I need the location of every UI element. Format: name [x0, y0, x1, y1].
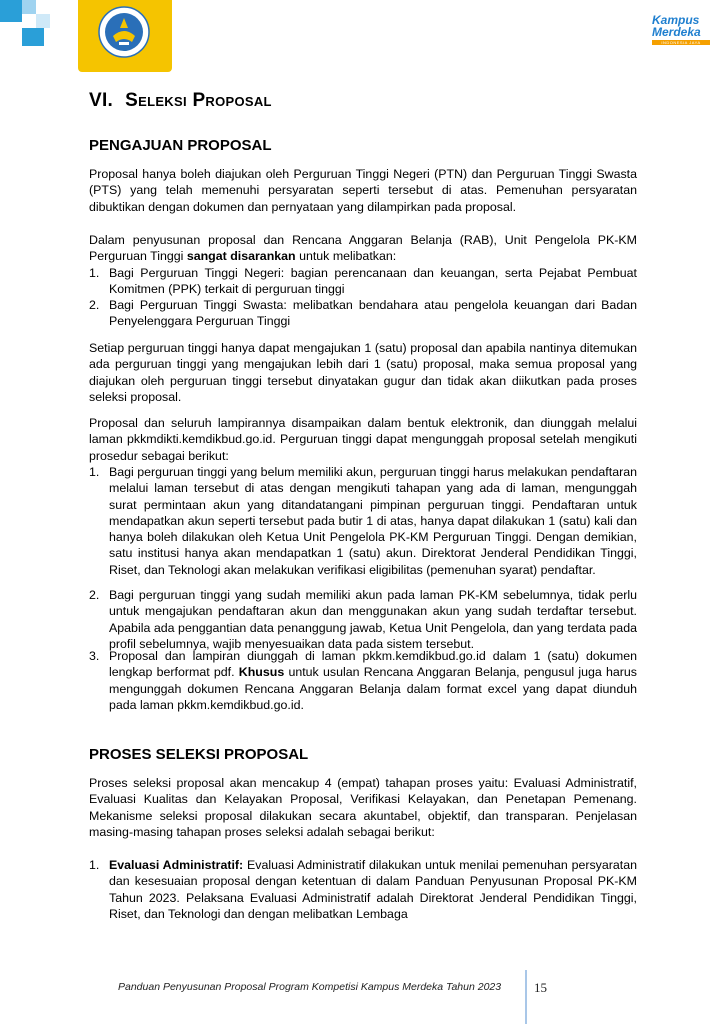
section-title-text: Seleksi Proposal [125, 90, 272, 111]
section-number: VI. [89, 90, 114, 111]
list-number: 3. [89, 649, 100, 663]
list-text: Bagi Perguruan Tinggi Negeri: bagian perencanaan dan keuangan, serta Pejabat Pembuat Komitmen (PPK) terkait di perguruan tinggi [109, 266, 637, 297]
paragraph-proses-1: Proses seleksi proposal akan mencakup 4 (empat) tahapan proses yaitu: Evaluasi Administratif, Evaluasi Kualitas dan Kelayakan Proposal, Verifikasi Kelayakan, dan Penetapan Pemenang. Mekanisme seleksi proposal dilakukan secara akuntabel, objektif, dan transparan. Penjelasan masing-masing tahapan proses seleksi adalah sebagai berikut: [89, 776, 637, 839]
p2-bold: sangat disarankan [186, 249, 296, 264]
list-number: 1. [89, 266, 100, 280]
list-number: 2. [89, 298, 100, 312]
list-text [109, 648, 637, 713]
heading-proses: PROSES SELEKSI PROPOSAL [89, 746, 309, 763]
brand-line2: Merdeka [652, 25, 701, 39]
list-item [89, 297, 637, 330]
list-text: Bagi Perguruan Tinggi Swasta: melibatkan bendahara atau pengelola keuangan dari Badan Penyelenggara Perguruan Tinggi [109, 298, 637, 329]
brand-tagline: INDONESIA JAYA [652, 40, 710, 45]
paragraph-pengajuan-1: Proposal hanya boleh diajukan oleh Perguruan Tinggi Negeri (PTN) dan Perguruan Tinggi Swasta (PTS) yang telah memenuhi persyaratan seperti tersebut di atas. Pemenuhan persyaratan dibuktikan dengan dokumen dan pernyataan yang dilampirkan pada proposal. [89, 167, 637, 214]
list-number: 2. [89, 588, 100, 602]
brand-line1: Kampus [652, 13, 700, 27]
list-text-pre: Proposal dan lampiran diunggah di laman pkkm.kemdikbud.go.id dalam 1 (satu) dokumen lengkap berformat pdf. [109, 649, 637, 680]
heading-pengajuan: PENGAJUAN PROPOSAL [89, 137, 272, 154]
list-text: Bagi perguruan tinggi yang sudah memiliki akun pada laman PK-KM sebelumnya, tidak perlu untuk mengajukan pendaftaran akun dan menggunakan akun yang sudah terdaftar tersebut. Apabila ada penggantian data penanggung jawab, Ketua Unit Pengelola, dan yang terdata pada profil sebelumnya, wajib menyesuaikan data pada sistem tersebut. [109, 588, 637, 651]
list-item [89, 464, 637, 578]
list-item [89, 857, 637, 922]
footer-divider [525, 970, 527, 1024]
decor-square-blue [0, 0, 22, 22]
paragraph-pengajuan-3: Setiap perguruan tinggi hanya dapat mengajukan 1 (satu) proposal dan apabila nantinya ditemukan ada perguruan tinggi yang mengajukan lebih dari 1 (satu) proposal, maka semua proposal yang diajukan oleh perguruan tinggi tersebut dinyatakan gugur dan tidak akan diikutkan pada proses seleksi proposal. [89, 341, 637, 404]
footer-title: Panduan Penyusunan Proposal Program Kompetisi Kampus Merdeka Tahun 2023 [118, 981, 502, 993]
list-item [89, 648, 637, 713]
list-number: 1. [89, 858, 100, 872]
decor-square-lightblue [22, 0, 36, 14]
list-number: 1. [89, 465, 100, 479]
list-text [109, 857, 637, 922]
decor-square-paleblue [36, 14, 50, 28]
page-number: 15 [534, 980, 547, 995]
decor-square-blue-2 [22, 28, 44, 46]
section-title [89, 90, 272, 112]
tut-wuri-handayani-emblem-icon [98, 6, 150, 58]
p2-post: untuk melibatkan: [295, 249, 397, 264]
list-text: Bagi perguruan tinggi yang belum memiliki akun, perguruan tinggi harus melakukan pendaftaran melalui laman tersebut di atas dengan mengikuti tahapan yang ada di laman, mengunggah surat permintaan akun yang ditandatangani pimpinan perguruan tinggi. Pendaftaran untuk mendapatkan akun seperti tersebut pada butir 1 di atas, hanya dapat dilakukan 1 (satu) kali dan hanya boleh dilakukan oleh Ketua Unit Pengelola PK-KM Perguruan Tinggi. Dengan demikian, satu institusi hanya akan mendapatkan 1 (satu) akun. Direktorat Jenderal Pendidikan Tinggi, Riset, dan Teknologi akan melakukan verifikasi eligibilitas (pemenuhan syarat) pendaftar. [109, 465, 637, 577]
list-text-bold: Khusus [238, 665, 285, 680]
list-text-bold: Evaluasi Administratif: [109, 858, 244, 872]
paragraph-pengajuan-2 [89, 232, 637, 265]
list-text-body: Evaluasi Administratif dilakukan untuk menilai pemenuhan persyaratan dan kesesuaian proposal dengan ketentuan di dalam Panduan Penyusunan Proposal PK-KM Tahun 2023. Pelaksana Evaluasi Administratif adalah Direktorat Jenderal Pendidikan Tinggi, Riset, dan Teknologi dan dengan melibatkan Lembaga [109, 858, 637, 921]
list-item [89, 587, 637, 652]
list-text-post: untuk usulan Rencana Anggaran Belanja, pengusul juga harus mengunggah dokumen Rencana Anggaran Belanja dalam format excel yang dapat diunduh pada laman pkkm.kemdikbud.go.id. [109, 665, 637, 712]
p2-pre: Dalam penyusunan proposal dan Rencana Anggaran Belanja (RAB), Unit Pengelola PK-KM Perguruan Tinggi [89, 233, 637, 264]
list-item [89, 265, 637, 298]
kampus-merdeka-logo [652, 14, 712, 48]
paragraph-pengajuan-4: Proposal dan seluruh lampirannya disampaikan dalam bentuk elektronik, dan diunggah melalui laman pkkmdikti.kemdikbud.go.id. Perguruan tinggi dapat mengunggah proposal setelah mengikuti prosedur sebagai berikut: [89, 416, 637, 463]
